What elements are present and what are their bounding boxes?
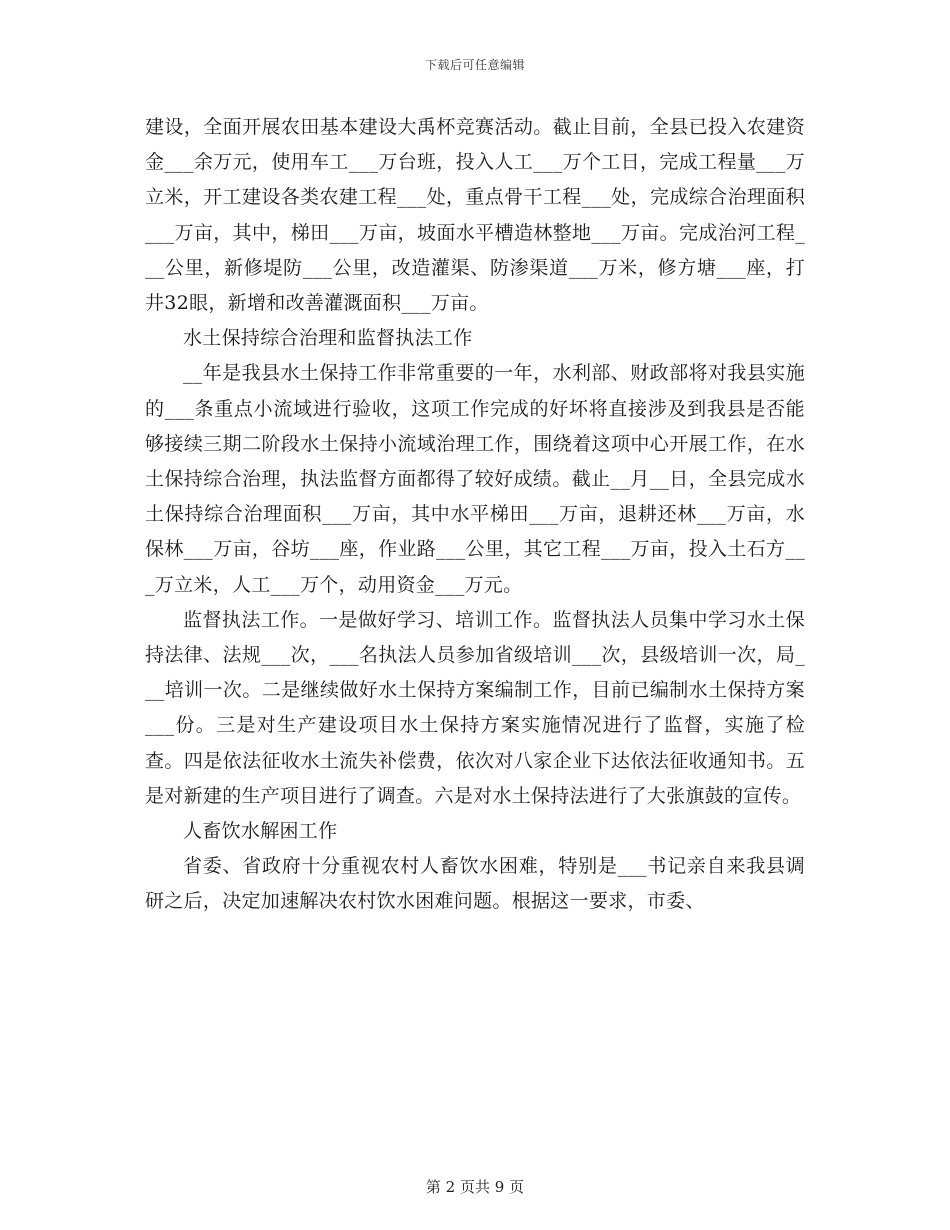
page-header: 下载后可任意编辑 — [424, 58, 525, 72]
paragraph-drinking-water: 省委、省政府十分重视农村人畜饮水困难，特别是___书记亲自来我县调研之后，决定加速解决农村饮水困难问题。根据这一要求，市委、 — [145, 855, 805, 913]
page-number: 第 2 页共 9 页 — [425, 1178, 525, 1196]
paragraph-soil-conservation: __年是我县水土保持工作非常重要的一年，水利部、财政部将对我县实施的___条重点小流域进行验收，这项工作完成的好坏将直接涉及到我县是否能够接续三期二阶段水土保持小流域治理工作，围绕着这项中心开展工作，在水土保持综合治理，执法监督方面都得了较好成绩。截止__月__日，全县完成水土保持综合治理面积___万亩，其中水平梯田___万亩，退耕还林___万亩，水保林___万亩，谷坊___座，作业路___公里，其它工程___万亩，投入土石方___万立米，人工___万个，动用资金___万元。 — [145, 362, 805, 596]
paragraph-farmland-construction: 建设，全面开展农田基本建设大禹杯竞赛活动。截止目前，全县已投入农建资金___余万元，使用车工___万台班，投入人工___万个工日，完成工程量___万立米，开工建设各类农建工程___处，重点骨干工程___处，完成综合治理面积___万亩，其中，梯田___万亩，坡面水平槽造林整地___万亩。完成治河工程___公里，新修堤防___公里，改造灌渠、防渗渠道___万米，修方塘___座，打井32眼，新增和改善灌溉面积___万亩。 — [145, 116, 805, 315]
document-body — [145, 110, 805, 920]
section-heading-soil-conservation: 水土保持综合治理和监督执法工作 — [183, 327, 473, 350]
paragraph-supervision-enforcement: 监督执法工作。一是做好学习、培训工作。监督执法人员集中学习水土保持法律、法规___次，___名执法人员参加省级培训___次，县级培训一次，局___培训一次。二是继续做好水土保持方案编制工作，目前已编制水土保持方案___份。三是对生产建设项目水土保持方案实施情况进行了监督，实施了检查。四是依法征收水土流失补偿费，依次对八家企业下达依法征收通知书。五是对新建的生产项目进行了调查。六是对水土保持法进行了大张旗鼓的宣传。 — [145, 608, 805, 807]
section-heading-drinking-water: 人畜饮水解困工作 — [183, 820, 338, 843]
